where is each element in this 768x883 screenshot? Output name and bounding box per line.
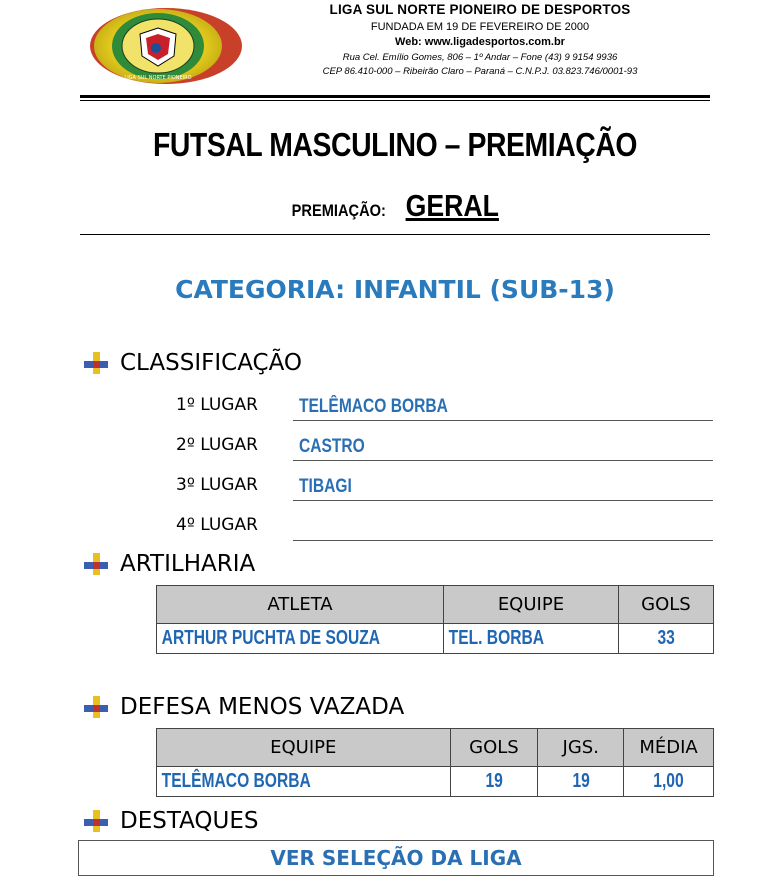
column-header: ATLETA [157,586,444,624]
section-classificacao [82,350,302,376]
address-line-2: CEP 86.410-000 – Ribeirão Claro – Paraná – C.N.P.J. 03.823.746/0001-93 [322,66,638,77]
place-label: 3º LUGAR [176,475,258,495]
table-header-row [157,729,714,767]
section-heading: DESTAQUES [120,808,259,834]
header-divider-thick [80,95,710,98]
column-header: EQUIPE [444,586,619,624]
place-team: CASTRO [293,433,713,461]
table-cell: 19 [538,767,624,797]
table-cell: TELÊMACO BORBA [157,767,451,797]
place-label: 1º LUGAR [176,395,258,415]
artilharia-table [156,585,714,654]
category-title: CATEGORIA: INFANTIL (SUB-13) [175,275,615,304]
table-cell: 19 [450,767,538,797]
premiacao-line [80,188,710,224]
ver-selecao-link[interactable]: VER SELEÇÃO DA LIGA [78,840,714,876]
place-label: 4º LUGAR [176,515,258,535]
column-header: EQUIPE [157,729,451,767]
founded-date: FUNDADA EM 19 DE FEVEREIRO DE 2000 [370,21,590,33]
column-header: GOLS [618,586,713,624]
premiacao-label: PREMIAÇÃO: [291,201,386,220]
section-destaques [82,808,259,834]
table-cell: TEL. BORBA [444,624,619,654]
table-header-row [157,586,714,624]
table-cell: ARTHUR PUCHTA DE SOUZA [157,624,444,654]
bullet-plus-icon [82,808,110,834]
page-title: FUTSAL MASCULINO – PREMIAÇÃO [152,126,638,163]
section-heading: ARTILHARIA [120,551,256,577]
column-header: JGS. [538,729,624,767]
section-defesa [82,694,404,720]
section-artilharia [82,551,255,577]
place-team [293,513,713,541]
bullet-plus-icon [82,350,110,376]
header-divider-thin [80,100,710,101]
place-team: TIBAGI [293,473,713,501]
place-team: TELÊMACO BORBA [293,393,713,421]
table-row [157,767,714,797]
table-cell: 1,00 [624,767,714,797]
bullet-plus-icon [82,551,110,577]
org-name: LIGA SUL NORTE PIONEIRO DE DESPORTOS [329,2,631,17]
table-cell: 33 [618,624,713,654]
premiacao-value: GERAL [405,188,499,223]
section-heading: CLASSIFICAÇÃO [120,350,303,376]
table-row [157,624,714,654]
column-header: GOLS [450,729,538,767]
bullet-plus-icon [82,694,110,720]
section-heading: DEFESA MENOS VAZADA [120,694,405,720]
website[interactable]: Web: www.ligadesportos.com.br [395,36,565,48]
defesa-table [156,728,714,797]
title-divider [80,234,710,235]
league-logo [88,6,244,86]
place-label: 2º LUGAR [176,435,258,455]
column-header: MÉDIA [624,729,714,767]
address-line-1: Rua Cel. Emílio Gomes, 806 – 1º Andar – Fone (43) 9 9154 9936 [342,52,618,63]
svg-text:LIGA SUL NORTE PIONEIRO: LIGA SUL NORTE PIONEIRO [124,75,192,81]
